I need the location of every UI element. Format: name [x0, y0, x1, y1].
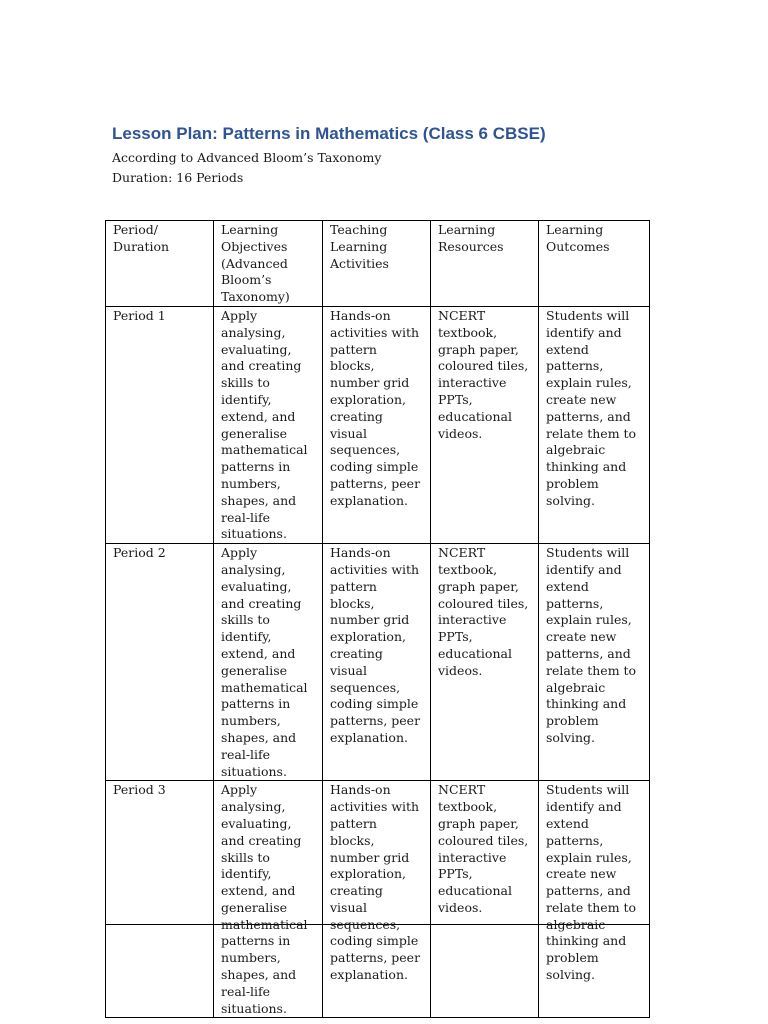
table-row [106, 307, 650, 544]
cell-objectives: Apply analysing, evaluating, and creating skills to identify, extend, and generalise mathematical patterns in numbers, shapes, and real-life situations. [214, 781, 323, 1018]
header-period: Period/ Duration [106, 221, 214, 307]
header-objectives: Learning Objectives (Advanced Bloom’s Taxonomy) [214, 221, 323, 307]
header-activities: Teaching Learning Activities [323, 221, 431, 307]
subtitle: According to Advanced Bloom’s Taxonomy [112, 150, 382, 165]
cell-resources: NCERT textbook, graph paper, coloured tiles, interactive PPTs, educational videos. [431, 544, 539, 781]
cell-activities: Hands-on activities with pattern blocks, number grid exploration, creating visual sequences, coding simple patterns, peer explanation. [323, 544, 431, 781]
cell-outcomes: Students will identify and extend patterns, explain rules, create new patterns, and relate them to algebraic thinking and problem solving. [539, 781, 650, 1018]
cell-period: Period 2 [106, 544, 214, 781]
cell-resources: NCERT textbook, graph paper, coloured tiles, interactive PPTs, educational videos. [431, 781, 539, 1018]
table-row [106, 781, 650, 1018]
lesson-plan-table [105, 220, 650, 1018]
cell-outcomes: Students will identify and extend patterns, explain rules, create new patterns, and relate them to algebraic thinking and problem solving. [539, 307, 650, 544]
cell-resources: NCERT textbook, graph paper, coloured tiles, interactive PPTs, educational videos. [431, 307, 539, 544]
cell-objectives: Apply analysing, evaluating, and creating skills to identify, extend, and generalise mathematical patterns in numbers, shapes, and real-life situations. [214, 307, 323, 544]
lesson-plan-table-container [105, 220, 649, 1016]
cell-objectives: Apply analysing, evaluating, and creating skills to identify, extend, and generalise mathematical patterns in numbers, shapes, and real-life situations. [214, 544, 323, 781]
duration-text: Duration: 16 Periods [112, 170, 244, 185]
table-header-row [106, 221, 650, 307]
page-title: Lesson Plan: Patterns in Mathematics (Class 6 CBSE) [112, 124, 546, 143]
cell-period: Period 3 [106, 781, 214, 1018]
cell-activities: Hands-on activities with pattern blocks, number grid exploration, creating visual sequences, coding simple patterns, peer explanation. [323, 781, 431, 1018]
header-outcomes: Learning Outcomes [539, 221, 650, 307]
header-resources: Learning Resources [431, 221, 539, 307]
cell-outcomes: Students will identify and extend patterns, explain rules, create new patterns, and relate them to algebraic thinking and problem solving. [539, 544, 650, 781]
cell-period: Period 1 [106, 307, 214, 544]
table-row [106, 544, 650, 781]
cell-activities: Hands-on activities with pattern blocks, number grid exploration, creating visual sequences, coding simple patterns, peer explanation. [323, 307, 431, 544]
